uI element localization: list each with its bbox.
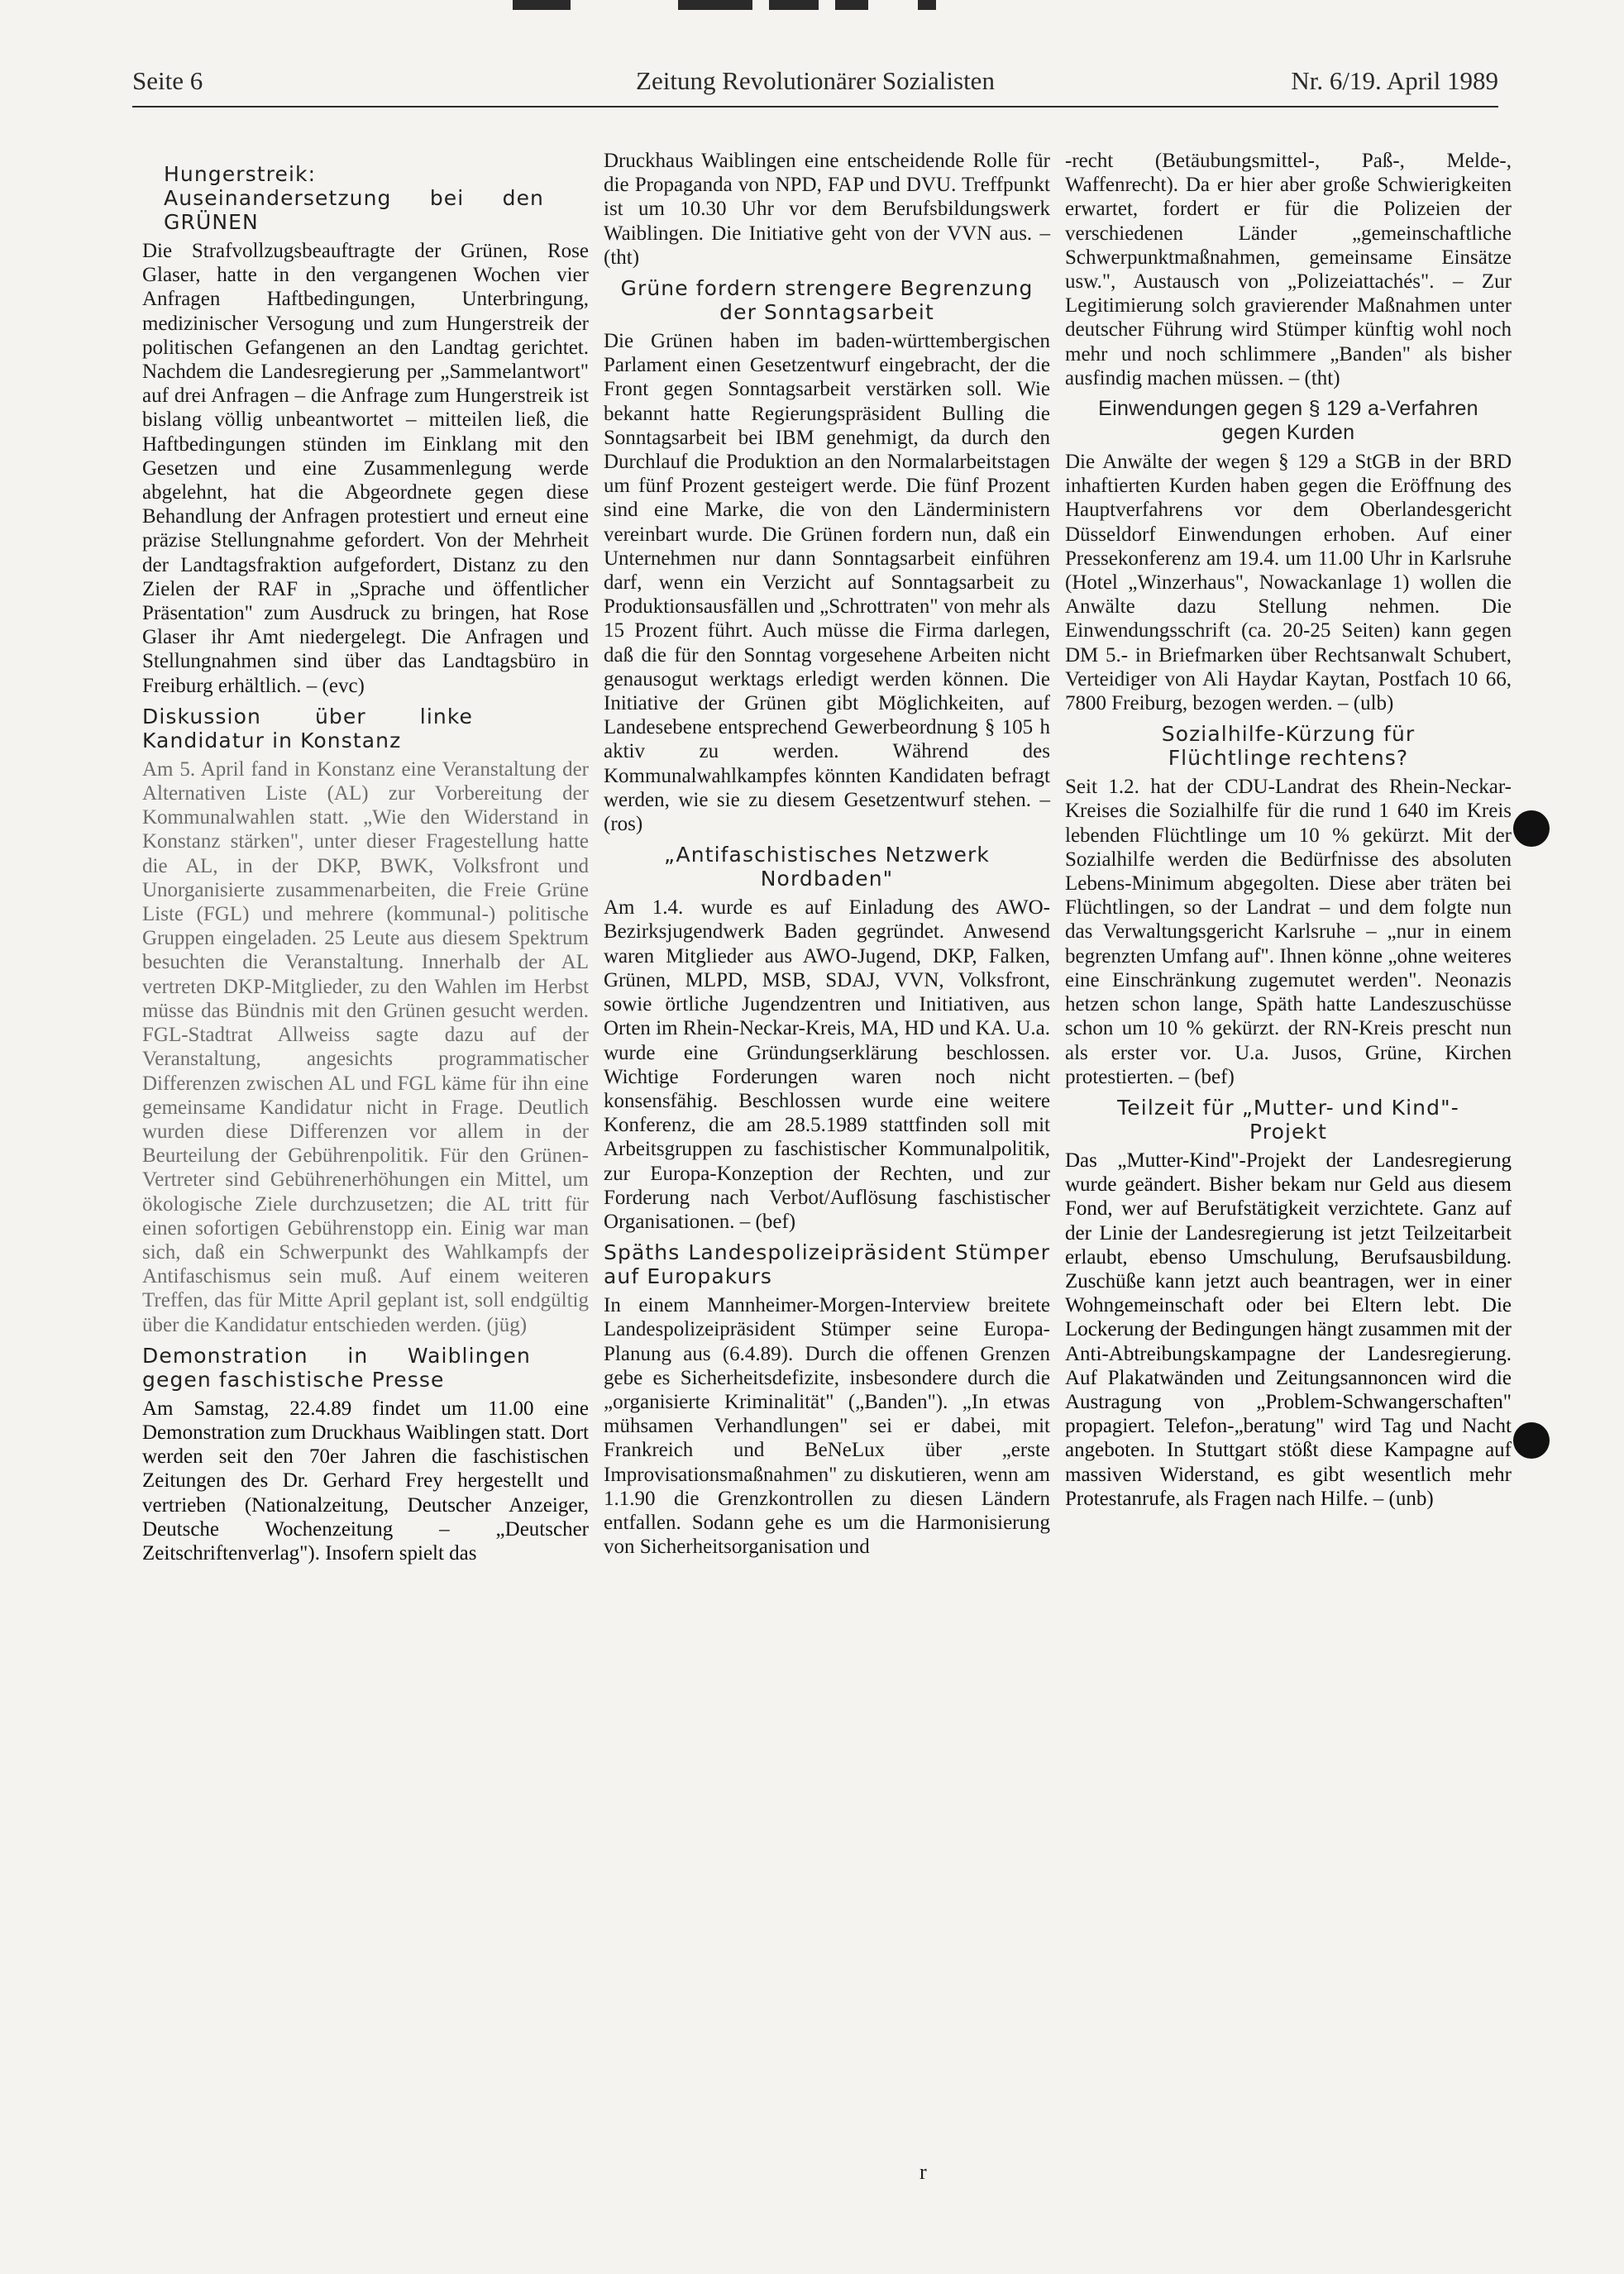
- article-body: Am Samstag, 22.4.89 findet um 11.00 eine Demonstration zum Druckhaus Waiblingen statt. Dort werden seit den 70er Jahren die faschistischen Zeitungen des Dr. Gerhard Frey hergestellt und vertrieben (Nationalzeitung, Deutscher Anzeiger, Deutsche Wochenzeitung – „Deutscher Zeitschriftenverlag"). Insofern spielt das: [142, 1397, 589, 1565]
- footer-mark: r: [919, 2160, 927, 2184]
- article-body: Das „Mutter-Kind"-Projekt der Landesregierung wurde geändert. Bisher bekam nur Geld aus diesem Fond, wer auf Berufstätigkeit verzichtete. Ganz auf der Linie der Landesregierung ist jetzt Teilzeitarbeit erlaubt, ebenso Umschulung, Berufsausbildung. Zuschüße kann jetzt auch beantragen, wer in einer Wohngemeinschaft oder bei Eltern lebt. Die Lockerung der Bedingungen hängt zusammen mit der Anti-Abtreibungskampagne der Landesregierung. Auf Plakatwänden und Zeitungsannoncen wird die Austragung von „Problem-Schwangerschaften" propagiert. Telefon-„beratung" wird Tag und Nacht angeboten. In Stuttgart stößt diese Kampagne auf massiven Widerstand, es gibt wesentlich mehr Protestanrufe, als Fragen nach Hilfe. – (unb): [1065, 1149, 1512, 1510]
- article-title: Hungerstreik: Auseinandersetzung bei den GRÜNEN: [164, 162, 544, 234]
- article-body: Am 1.4. wurde es auf Einladung des AWO-Bezirksjugendwerk Baden gegründet. Anwesend waren Mitglieder aus AWO-Jugend, DKP, Falken, Grünen, MLPD, MSB, SDAJ, VVN, Volksfront, sowie örtliche Jugendzentren und Initiativen, aus Orten im Rhein-Neckar-Kreis, MA, HD und KA. U.a. wurde eine Gründungserklärung beschlossen. Wichtige Forderungen waren noch nicht konsensfähig. Beschlossen wurde eine weitere Konferenz, die am 28.5.1989 stattfinden soll mit Arbeitsgruppen zu faschistischer Kommunalpolitik, zur Europa-Konzeption der Rechten, und zur Forderung nach Verbot/Auflösung faschistischer Organisationen. – (bef): [604, 896, 1050, 1233]
- article-title: Grüne fordern strengere Begrenzung der Sonntagsarbeit: [620, 276, 1034, 325]
- article-title: Einwendungen gegen § 129 a-Verfahren gegen Kurden: [1098, 397, 1478, 445]
- article-title: Sozialhilfe-Kürzung für Flüchtlinge rechtens?: [1161, 722, 1416, 771]
- page-number: Seite 6: [132, 66, 203, 95]
- article-body: -recht (Betäubungsmittel-, Paß-, Melde-, Waffenrecht). Da er hier aber große Schwierigkeiten erwartet, fordert er für die Polizeien der verschiedenen Länder „gemeinschaftliche Schwerpunktmaßnahmen, gemeinsame Einsätze usw.", Austausch von „Polizeiattachés". – Zur Legitimierung solch gravierender Maßnahmen unter deutscher Führung wird Stümper künftig wohl noch mehr und noch schlimmere „Banden" als bisher ausfindig machen müssen. – (tht): [1065, 150, 1512, 389]
- column-2: [604, 149, 1050, 1560]
- punch-hole: [1513, 810, 1550, 847]
- header-rule: [132, 106, 1498, 107]
- article-body: Seit 1.2. hat der CDU-Landrat des Rhein-Neckar-Kreises die Sozialhilfe für die rund 1 640 im Kreis lebenden Flüchtlinge um 10 % gekürzt. Mit der Sozialhilfe werden die Bedürfnisse des absoluten Lebens-Minimum abgegolten. Diese aber träten bei Flüchtlingen, so der Landrat – und dem folgte nun das Verwaltungsgericht Karlsruhe – „nur in einem begrenzten Umfang auf". Ihnen könne „ohne weiteres eine Einschränkung zugemutet werden". Neonazis hetzen schon lange, Späth hatte Landeszuschüsse schon um 10 % gekürzt. der RN-Kreis prescht nun als erster vor. U.a. Jusos, Grüne, Kirchen protestierten. – (bef): [1065, 776, 1512, 1088]
- article-title: Demonstration in Waiblingen gegen faschistische Presse: [142, 1343, 531, 1392]
- article-body: Am 5. April fand in Konstanz eine Veranstaltung der Alternativen Liste (AL) zur Vorbereitung der Kommunalwahlen statt. „Wie den Widerstand in Konstanz stärken", unter dieser Fragestellung hatte die AL, in der DKP, BWK, Volksfront und Unorganisierte zusammenarbeiten, die Freie Grüne Liste (FGL) und mehrere (kommunal-) politische Gruppen eingeladen. 25 Leute aus diesem Spektrum besuchten die Veranstaltung. Innerhalb der AL vertreten DKP-Mitglieder, zu den Wahlen im Herbst müsse das Bündnis mit den Grünen gesucht werden. FGL-Stadtrat Allweiss sagte dazu auf der Veranstaltung, angesichts programmatischer Differenzen zwischen AL und FGL käme für ihn eine gemeinsame Kandidatur nicht in Frage. Deutlich wurden diese Differenzen vor allem in der Beurteilung der Gebührenpolitik. Für den Grünen-Vertreter sind Gebührenerhöhungen ein Mittel, um ökologische Ziele durchzusetzen; die AL tritt für einen sofortigen Gebührenstopp ein. Einig war man sich, daß ein Schwerpunkt des Wahlkampfs der Antifaschismus sein muß. Auf einem weiteren Treffen, das für Mitte April geplant ist, soll endgültig über die Kandidatur entschieden werden. (jüg): [142, 757, 589, 1336]
- article-body: Die Anwälte der wegen § 129 a StGB in der BRD inhaftierten Kurden haben gegen die Eröffnung des Hauptverfahrens vor dem Oberlandesgericht Düsseldorf Einwendungen erhoben. Auf einer Pressekonferenz am 19.4. um 11.00 Uhr in Karlsruhe (Hotel „Winzerhaus", Nowackanlage 1) wollen die Anwälte dazu Stellung nehmen. Die Einwendungsschrift (ca. 20-25 Seiten) kann gegen DM 5.- in Briefmarken über Rechtsanwalt Schubert, Verteidiger von Ali Haydar Kaytan, Postfach 10 66, 7800 Freiburg, bezogen werden. – (ulb): [1065, 451, 1512, 715]
- issue-date: Nr. 6/19. April 1989: [1291, 66, 1498, 95]
- column-1: [142, 149, 589, 1567]
- article-title: Diskussion über linke Kandidatur in Konstanz: [142, 704, 473, 752]
- article-body: Die Grünen haben im baden-württembergischen Parlament einen Gesetzentwurf eingebracht, der die Front gegen Sonntagsarbeit verstärken soll. Wie bekannt hatte Regierungspräsident Bulling die Sonntagsarbeit bei IBM genehmigt, da durch den Durchlauf die Produktion an den Normalarbeitstagen um fünf Prozent gesteigert werde. Die fünf Prozent sind eine Marke, die von den Länderministern vereinbart wurde. Die Grünen fordern nun, daß ein Unternehmen nur dann Sonntagsarbeit einführen darf, wenn ein Verzicht auf Sonntagsarbeit zu Produktionsausfällen und „Schrottraten" von mehr als 15 Prozent führt. Auch müsse die Firma darlegen, daß die für den Sonntag vorgesehene Arbeiten nicht genausogut werktags erledigt werden können. Die Initiative der Grünen gibt Möglichkeiten, auf Landesebene entsprechend Gewerbeordnung § 105 h aktiv zu werden. Während des Kommunalwahlkampfes könnten Kandidaten befragt werden, wie sie zu diesem Gesetzentwurf stehen. – (ros): [604, 330, 1050, 836]
- article-title: Späths Landespolizeipräsident Stümper auf Europakurs: [604, 1240, 1050, 1289]
- newspaper-title: Zeitung Revolutionärer Sozialisten: [636, 66, 995, 95]
- column-3: [1065, 149, 1512, 1512]
- page-header: [132, 60, 1498, 101]
- punch-hole: [1513, 1422, 1550, 1459]
- article-title: Teilzeit für „Mutter- und Kind"-Projekt: [1117, 1095, 1459, 1144]
- article-body: In einem Mannheimer-Morgen-Interview breitete Landespolizeipräsident Stümper seine Europa-Planung aus (6.4.89). Durch die offenen Grenzen gebe es Sicherheitsdefizite, insbesondere durch die „organisierte Kriminalität" („Banden"). „In etwas mühsamen Verhandlungen" sei er dabei, mit Frankreich und BeNeLux über „erste Improvisationsmaßnahmen" zu diskutieren, wenn am 1.1.90 die Grenzkontrollen zu diesen Ländern entfallen. Sodann gehe es um die Harmonisierung von Sicherheitsorganisation und: [604, 1294, 1050, 1559]
- scan-edge-band: [0, 0, 1624, 12]
- article-title: „Antifaschistisches Netzwerk Nordbaden": [664, 843, 990, 891]
- article-body: Druckhaus Waiblingen eine entscheidende Rolle für die Propaganda von NPD, FAP und DVU. Treffpunkt ist um 10.30 Uhr vor dem Berufsbildungswerk Waiblingen. Die Initiative geht von der VVN aus. – (tht): [604, 150, 1050, 269]
- article-body: Die Strafvollzugsbeauftragte der Grünen, Rose Glaser, hatte in den vergangenen Wochen vier Anfragen Haftbedingungen, Unterbringung, medizinischer Versogung und zum Hungerstreik der politischen Gefangenen an den Landtag gerichtet. Nachdem die Landesregierung per „Sammelantwort" auf drei Anfragen – die Anfrage zum Hungerstreik ist bislang völlig unbeantwortet – mitteilen ließ, die Haftbedingungen stünden im Einklang mit den Gesetzen und eine Zusammenlegung werde abgelehnt, hat die Abgeordnete gegen diese Behandlung der Anfragen protestiert und erneut eine präzise Stellungnahme gefordert. Von der Mehrheit der Landtagsfraktion aufgefordert, Distanz zu den Zielen der RAF in „Sprache und öffentlicher Präsentation" zum Ausdruck zu bringen, hat Rose Glaser ihr Amt niedergelegt. Die Anfragen und Stellungnahmen sind über das Landtagsbüro in Freiburg erhältlich. – (evc): [142, 240, 589, 697]
